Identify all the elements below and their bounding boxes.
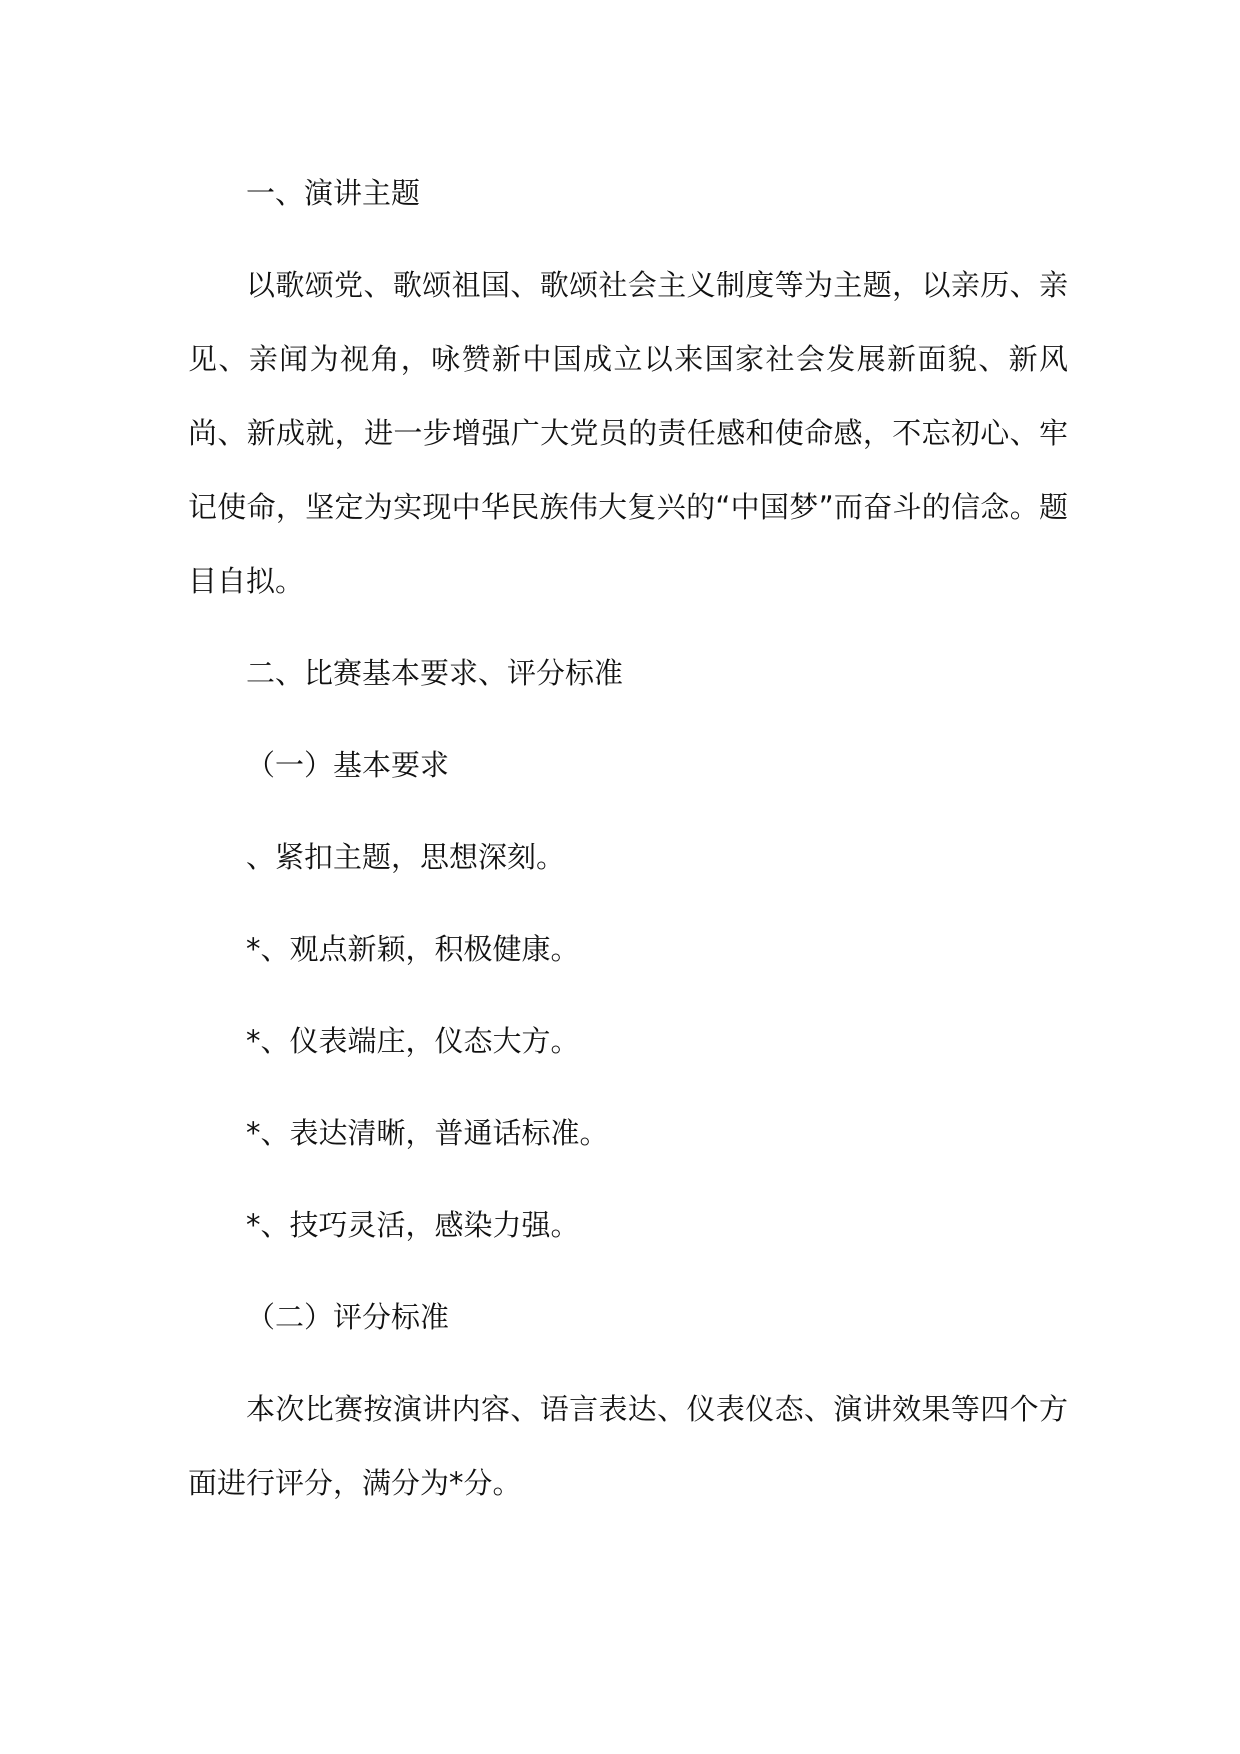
requirement-4: *、表达清晰，普通话标准。 (246, 1116, 609, 1150)
requirement-2: *、观点新颖，积极健康。 (246, 932, 580, 966)
requirement-3: *、仪表端庄，仪态大方。 (246, 1024, 580, 1058)
requirement-5: *、技巧灵活，感染力强。 (246, 1208, 580, 1242)
subsection-1-heading: （一）基本要求 (246, 748, 450, 782)
document-page (188, 170, 1068, 1520)
section-2-heading: 二、比赛基本要求、评分标准 (246, 656, 624, 690)
section-1-body: 以歌颂党、歌颂祖国、歌颂社会主义制度等为主题，以亲历、亲见、亲闻为视角，咏赞新中国成立以来国家社会发展新面貌、新风尚、新成就，进一步增强广大党员的责任感和使命感，不忘初心、牢记使命，坚定为实现中华民族伟大复兴的“中国梦”而奋斗的信念。题目自拟。 (188, 268, 1068, 598)
scoring-body: 本次比赛按演讲内容、语言表达、仪表仪态、演讲效果等四个方面进行评分，满分为*分。 (188, 1392, 1068, 1500)
subsection-2-heading: （二）评分标准 (246, 1300, 450, 1334)
section-1-heading: 一、演讲主题 (246, 176, 421, 210)
requirement-1: 、紧扣主题，思想深刻。 (246, 840, 566, 874)
